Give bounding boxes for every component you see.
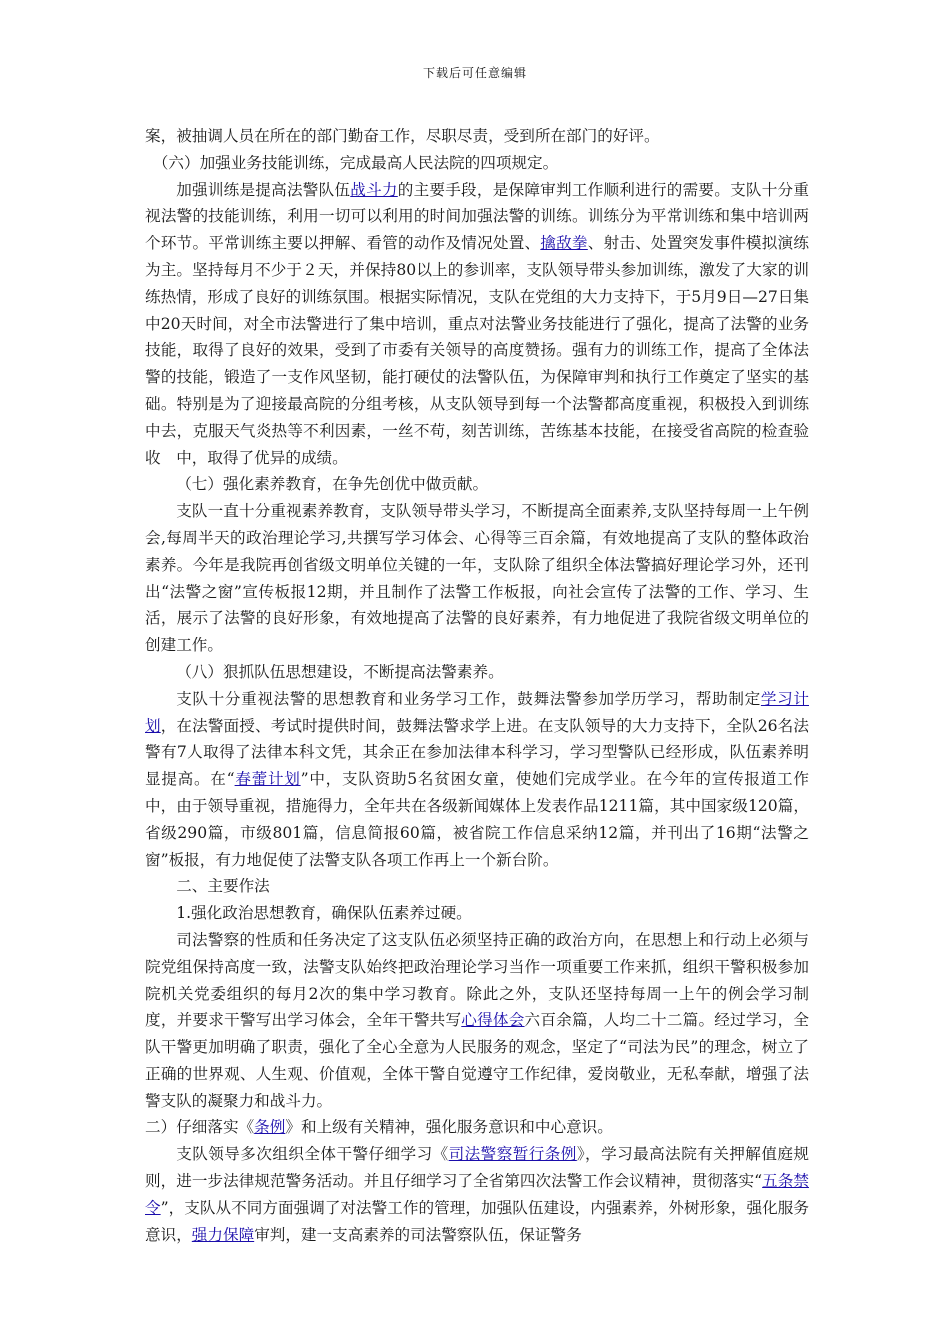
link-regulations[interactable]: 条例 [254, 1118, 286, 1137]
link-qindiquan[interactable]: 擒敌拳 [540, 234, 588, 253]
section-heading-main-methods [145, 873, 809, 900]
link-combat-power[interactable]: 战斗力 [350, 180, 398, 199]
section-heading-7 [145, 471, 809, 498]
link-chunlei-plan[interactable]: 春蕾计划 [234, 770, 301, 789]
subheading-1 [145, 900, 809, 927]
paragraph [145, 1141, 809, 1248]
paragraph-text: 、射击、处置突发事件模拟演练为主。坚持每月不少于２天，并保持80以上的参训率，支队领导带头参加训练，激发了大家的训练热情，形成了良好的训练氛围。根据实际情况，支队在党组的大力支持下，于5月9日—27日集中20天时间，对全市法警进行了集中培训，重点对法警业务技能进行了强化，提高了法警的业务技能，取得了良好的效果，受到了市委有关领导的高度赞扬。强有力的训练工作，提高了全体法警的技能，锻造了一支作风坚韧，能打硬仗的法警队伍，为保障审判和执行工作奠定了坚实的基础。特别是为了迎接最高院的分组考核，从支队领导到每一个法警都高度重视，积极投入到训练中去，克服天气炎热等不利因素，一丝不苟，刻苦训练，苦练基本技能，在接受省高院的检查验收 中，取得了优异的成绩。 [145, 234, 809, 467]
paragraph [145, 177, 809, 472]
subheading-2 [145, 1114, 809, 1141]
paragraph-text: 的主要手段，是保障审判工作顺利进行的需要。支队十分重视法警的技能训练，利用一切可以利用的时间加强法警的训练。训练分为平常训练和集中培训两个环节。平常训练主要以押解、看管的动作及情况处置、 [145, 180, 809, 253]
paragraph-text: 支队十分重视法警的思想教育和业务学习工作，鼓舞法警参加学历学习，帮助制定 [176, 689, 761, 708]
heading-text: 二、主要作法 [176, 877, 270, 896]
section-heading-6 [145, 150, 809, 177]
link-judicial-police-regulations[interactable]: 司法警察暂行条例 [448, 1145, 577, 1164]
heading-text: （八）狠抓队伍思想建设，不断提高法警素养。 [176, 662, 504, 681]
heading-text: 二）仔细落实《 [145, 1118, 255, 1137]
paragraph-text: 六百余篇，人均二十二篇。经过学习，全队干警更加明确了职责，强化了全心全意为人民服务的观念，坚定了“司法为民”的理念，树立了正确的世界观、人生观、价值观，全体干警自觉遵守工作纪律，爱岗敬业，无私奉献，增强了法警支队的凝聚力和战斗力。 [145, 1011, 809, 1110]
paragraph-text: ，在法警面授、考试时提供时间，鼓舞法警求学上进。在支队领导的大力支持下，全队26名法警有7人取得了法律本科文凭，其余正在参加法律本科学习，学习型警队已经形成，队伍素养明显提高。在“ [145, 716, 809, 789]
paragraph [145, 123, 809, 150]
section-heading-8 [145, 659, 809, 686]
paragraph-text: ”中，支队资助5名贫困女童，使她们完成学业。在今年的宣传报道工作中，由于领导重视，措施得力，全年共在各级新闻媒体上发表作品1211篇，其中国家级120篇，省级290篇，市级801篇，信息简报60篇，被省院工作信息采纳12篇，并刊出了16期“法警之窗”板报，有力地促使了法警支队各项工作再上一个新台阶。 [145, 770, 809, 869]
link-strong-support[interactable]: 强力保障 [191, 1225, 255, 1244]
paragraph-text: ”，支队从不同方面强调了对法警工作的管理，加强队伍建设，内强素养，外树形象，强化服务意识， [145, 1198, 809, 1244]
heading-text: （六）加强业务技能训练，完成最高人民法院的四项规定。 [152, 153, 559, 172]
paragraph-text: 支队一直十分重视素养教育，支队领导带头学习，不断提高全面素养,支队坚持每周一上午例会,每周半天的政治理论学习,共撰写学习体会、心得等三百余篇，有效地提高了支队的整体政治素养。今年是我院再创省级文明单位关键的一年，支队除了组织全体法警搞好理论学习外，还刊出“法警之窗”宣传板报12期，并且制作了法警工作板报，向社会宣传了法警的工作、学习、生活，展示了法警的良好形象，有效地提高了法警的良好素养，有力地促进了我院省级文明单位的创建工作。 [145, 502, 809, 655]
paragraph-text: 司法警察的性质和任务决定了这支队伍必须坚持正确的政治方向，在思想上和行动上必须与院党组保持高度一致，法警支队始终把政治理论学习当作一项重要工作来抓，组织干警积极参加院机关党委组织的每月2次的集中学习教育。除此之外，支队还坚持每周一上午的例会学习制度，并要求干警写出学习体会，全年干警共写 [145, 930, 809, 1030]
heading-text: 1.强化政治思想教育，确保队伍素养过硬。 [176, 904, 472, 923]
paragraph-text: 支队领导多次组织全体干警仔细学习《 [176, 1145, 449, 1164]
document-body [145, 123, 809, 1248]
paragraph [145, 927, 809, 1115]
paragraph-text: 加强训练是提高法警队伍 [176, 180, 351, 199]
heading-text: （七）强化素养教育，在争先创优中做贡献。 [176, 475, 489, 494]
header-note: 下载后可任意编辑 [422, 66, 527, 80]
link-experience[interactable]: 心得体会 [461, 1011, 525, 1030]
heading-text: 》和上级有关精神，强化服务意识和中心意识。 [285, 1118, 613, 1137]
link-study-plan[interactable]: 学习计划 [145, 689, 809, 735]
paragraph-text: 》，学习最高法院有关押解值庭规则，进一步法律规范警务活动。并且仔细学习了全省第四次法警工作会议精神，贯彻落实“ [145, 1145, 809, 1191]
paragraph-text: 审判，建一支高素养的司法警察队伍，保证警务 [254, 1225, 582, 1244]
link-five-prohibitions[interactable]: 五条禁令 [145, 1172, 809, 1217]
paragraph [145, 686, 809, 874]
paragraph [145, 498, 809, 659]
paragraph-text: 案，被抽调人员在所在的部门勤奋工作，尽职尽责，受到所在部门的好评。 [145, 127, 660, 145]
